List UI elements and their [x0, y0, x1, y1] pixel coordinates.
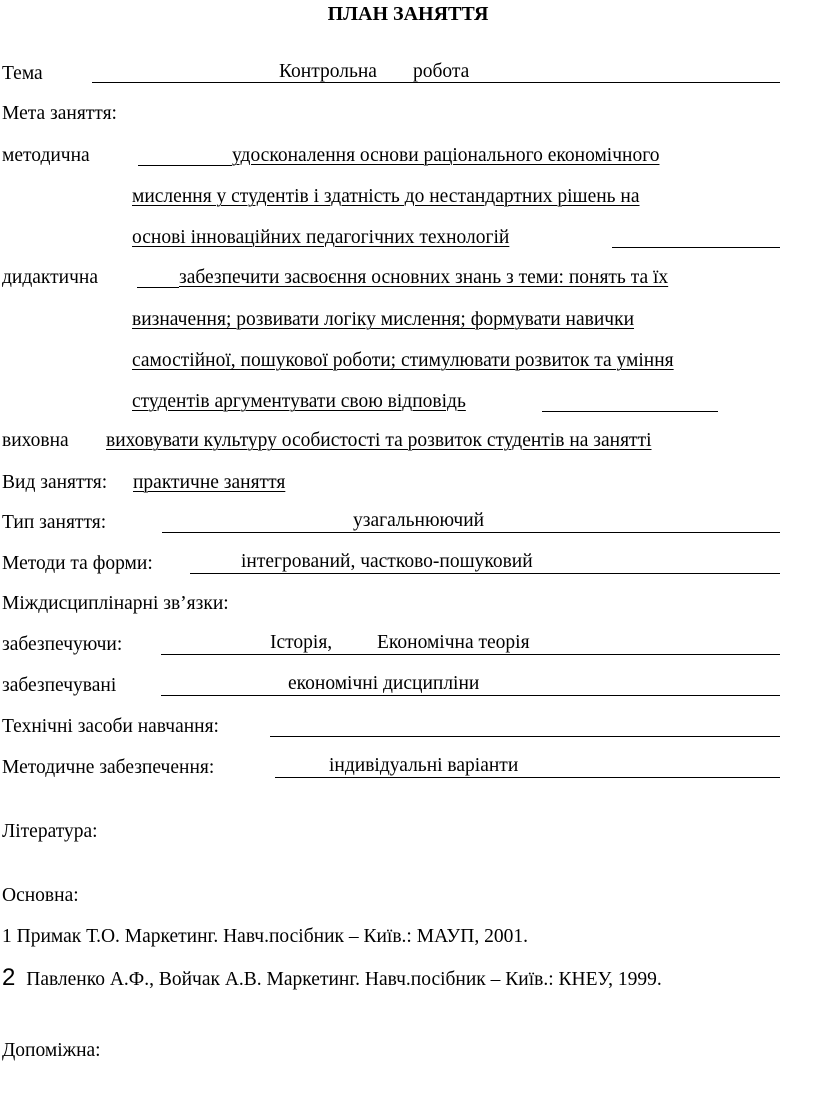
technical-means-label: Технічні засоби навчання:	[2, 716, 219, 737]
didactic-line-4: студентів аргументувати свою відповідь	[132, 391, 466, 412]
interdisciplinary-label: Міждисциплінарні зв’язки:	[2, 593, 229, 614]
item-text: Примак Т.О. Маркетинг. Навч.посібник – Київ.: МАУП, 2001.	[16, 926, 528, 947]
methodical-line-2: мислення у студентів і здатність до нестандартних рішень на	[132, 186, 640, 207]
item-text: Павленко А.Ф., Войчак А.В. Маркетинг. Навч.посібник – Київ.: КНЕУ, 1999.	[26, 969, 662, 990]
methodical-line-3: основі інноваційних педагогічних технологій	[132, 227, 510, 248]
literature-label: Література:	[2, 821, 98, 842]
technical-means-underline	[270, 736, 780, 737]
lesson-kind-label: Вид заняття:	[2, 472, 108, 493]
methods-value: інтегрований, частково-пошуковий	[241, 551, 533, 572]
educational-label: виховна	[2, 430, 69, 451]
lesson-kind-value: практичне заняття	[133, 472, 286, 493]
topic-value-2: робота	[413, 61, 470, 82]
item-number: 2	[2, 964, 16, 991]
providing-value-2: Економічна теорія	[377, 632, 530, 653]
topic-label: Тема	[2, 63, 43, 84]
methodical-support-value: індивідуальні варіанти	[329, 755, 519, 776]
topic-value-1: Контрольна	[279, 61, 377, 82]
goal-label: Мета заняття:	[2, 103, 117, 124]
main-literature-item	[2, 966, 662, 992]
main-literature-label: Основна:	[2, 885, 79, 906]
page-title: ПЛАН ЗАНЯТТЯ	[327, 3, 489, 25]
item-number: 1	[2, 926, 12, 947]
methodical-underline-lead	[138, 165, 232, 166]
providing-value-1: Історія,	[270, 632, 333, 653]
didactic-label: дидактична	[2, 267, 99, 288]
didactic-line-2: визначення; розвивати логіку мислення; формувати навички	[132, 309, 635, 330]
lesson-type-label: Тип заняття:	[2, 512, 107, 533]
provided-label: забезпечувані	[2, 675, 117, 696]
additional-literature-label: Допоміжна:	[2, 1040, 101, 1061]
educational-value: виховувати культуру особистості та розвиток студентів на занятті	[106, 430, 652, 451]
didactic-underline-tail	[542, 411, 718, 412]
didactic-line-3: самостійної, пошукової роботи; стимулювати розвиток та уміння	[132, 350, 674, 371]
didactic-line-1: забезпечити засвоєння основних знань з теми: понять та їх	[179, 267, 669, 288]
lesson-type-value: узагальнюючий	[353, 510, 485, 531]
providing-label: забезпечуючи:	[2, 634, 123, 655]
didactic-underline-lead	[137, 287, 179, 288]
methodical-underline-tail	[612, 247, 780, 248]
provided-value: економічні дисципліни	[288, 673, 480, 694]
methodical-support-label: Методичне забезпечення:	[2, 757, 215, 778]
methodical-line-1: удосконалення основи раціонального економічного	[232, 145, 660, 166]
methods-label: Методи та форми:	[2, 553, 153, 574]
methodical-label: методична	[2, 145, 90, 166]
main-literature-item	[2, 925, 528, 949]
